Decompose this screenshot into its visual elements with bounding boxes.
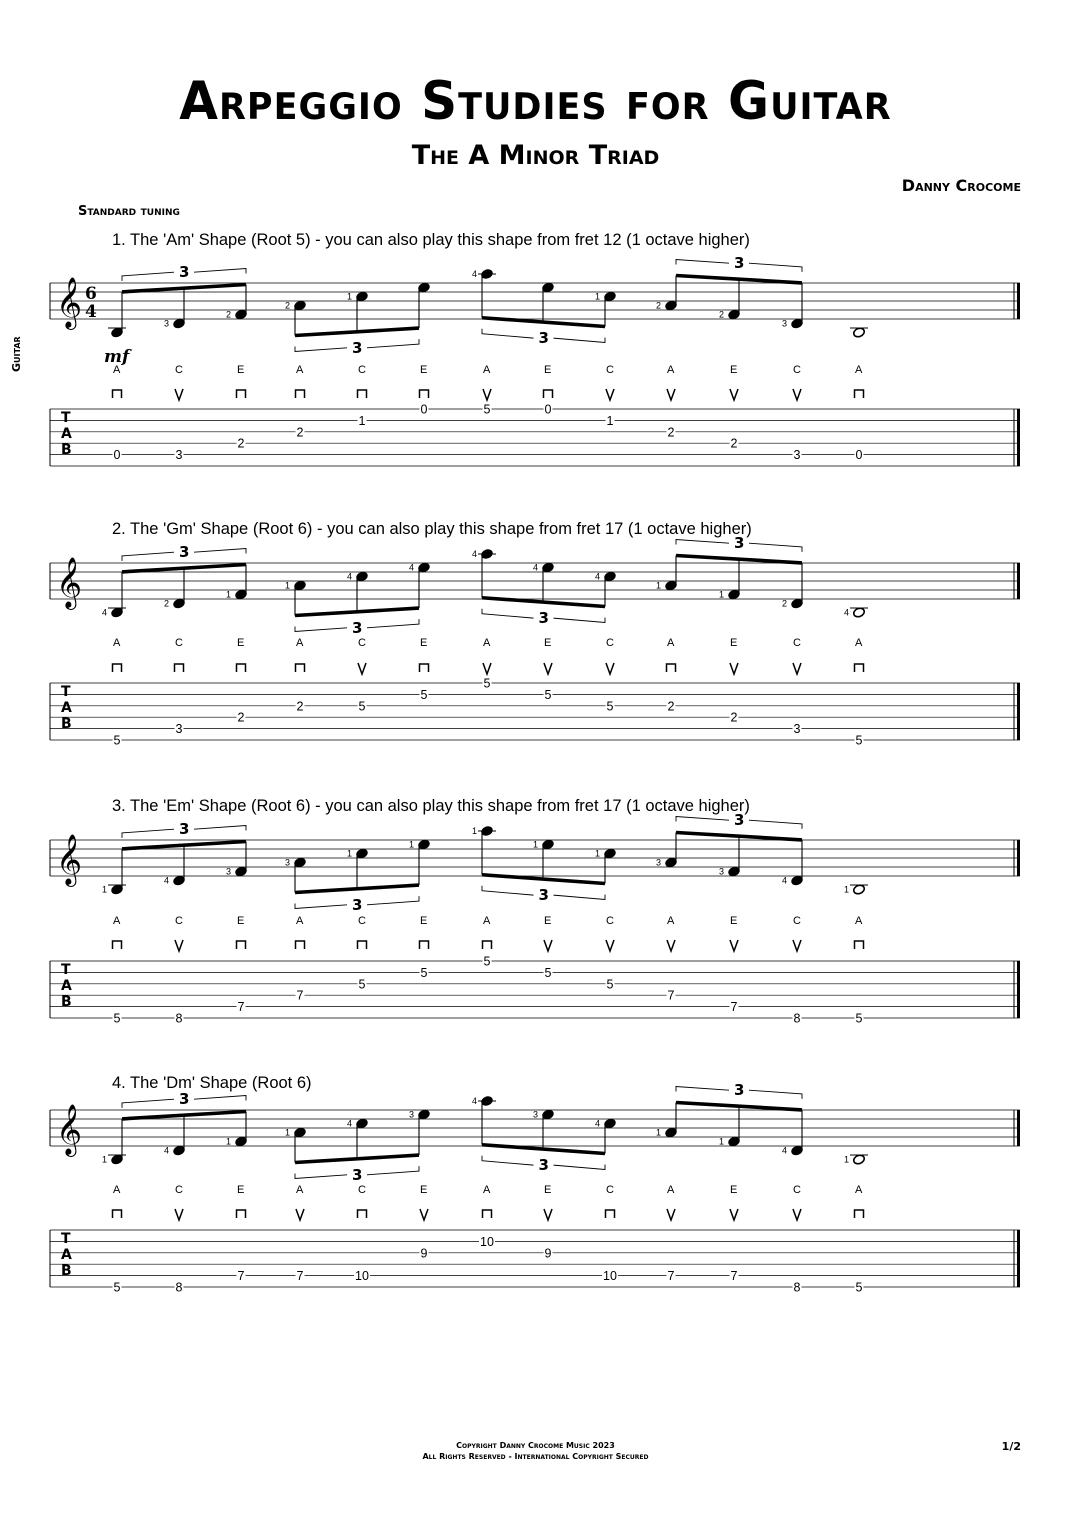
note-name: A (855, 364, 863, 376)
upstroke-icon (175, 1209, 183, 1220)
note-name: E (544, 364, 552, 376)
fingering-number: 1 (595, 291, 601, 302)
note-name: A (113, 915, 121, 927)
tuning-label: Standard tuning (78, 204, 180, 219)
tab-fret-number: 5 (483, 954, 491, 969)
fingering-number: 2 (656, 300, 662, 311)
tab-fret-number: 5 (855, 1011, 863, 1026)
downstroke-icon (358, 390, 367, 398)
upstroke-icon (667, 389, 675, 400)
tab-fret-number: 9 (420, 1246, 428, 1261)
downstroke-icon (296, 664, 305, 672)
system-2 (50, 520, 1020, 748)
note-name: A (296, 915, 304, 927)
downstroke-icon (855, 664, 864, 672)
downstroke-icon (483, 941, 492, 949)
tab-fret-number: 0 (855, 448, 863, 463)
upstroke-icon (730, 1209, 738, 1220)
downstroke-icon (358, 941, 367, 949)
note-name: E (420, 915, 428, 927)
tab-fret-number: 7 (296, 1269, 304, 1284)
fingering-number: 4 (782, 1145, 788, 1156)
fingering-number: 1 (102, 1154, 108, 1165)
downstroke-icon (420, 390, 429, 398)
fingering-number: 1 (533, 839, 539, 850)
fingering-number: 4 (472, 549, 478, 559)
note-name: C (175, 915, 183, 927)
tuplet-number: 3 (179, 543, 190, 562)
fingering-number: 1 (656, 580, 662, 591)
note-name: C (358, 364, 366, 376)
tuplet-number: 3 (179, 820, 190, 839)
downstroke-icon (237, 390, 246, 398)
note-name: C (793, 915, 801, 927)
tab-fret-number: 5 (113, 1011, 121, 1026)
tab-fret-number: 2 (730, 710, 738, 725)
downstroke-icon (358, 1210, 367, 1218)
note-name: E (730, 364, 738, 376)
downstroke-icon (113, 1210, 122, 1218)
fingering-number: 3 (164, 318, 170, 329)
tab-fret-number: 10 (480, 1234, 494, 1249)
tuplet-number: 3 (734, 534, 745, 553)
fingering-number: 1 (347, 848, 353, 859)
tuplet-number: 3 (352, 618, 363, 637)
tab-fret-number: 5 (483, 402, 491, 417)
note-name: E (237, 915, 245, 927)
downstroke-icon (667, 664, 676, 672)
fingering-number: 3 (409, 1109, 415, 1120)
instrument-label: Guitar (10, 336, 23, 372)
system-1 (50, 231, 1020, 466)
fingering-number: 4 (347, 1118, 353, 1129)
note-name: C (175, 364, 183, 376)
upstroke-icon (793, 940, 801, 951)
note-name: E (730, 915, 738, 927)
tab-fret-number: 3 (793, 722, 801, 737)
note-name: A (667, 915, 675, 927)
fingering-number: 4 (595, 1118, 601, 1129)
tab-fret-number: 7 (667, 1269, 675, 1284)
tab-fret-number: 5 (544, 687, 552, 702)
tab-clef-letter: A (61, 700, 72, 716)
upstroke-icon (606, 940, 614, 951)
note-name: A (113, 364, 121, 376)
tab-fret-number: 5 (855, 1280, 863, 1295)
note-name: A (483, 915, 491, 927)
tab-fret-number: 7 (296, 988, 304, 1003)
tab-fret-number: 5 (113, 1280, 121, 1295)
fingering-number: 2 (164, 598, 170, 609)
upstroke-icon (175, 940, 183, 951)
note-name: A (855, 1184, 863, 1196)
system-caption: 4. The 'Dm' Shape (Root 6) (112, 1074, 312, 1092)
downstroke-icon (113, 664, 122, 672)
tab-clef-letter: B (61, 994, 72, 1010)
upstroke-icon (730, 663, 738, 674)
system-caption: 3. The 'Em' Shape (Root 6) - you can also play this shape from fret 17 (1 octave higher) (112, 797, 750, 815)
downstroke-icon (237, 1210, 246, 1218)
fingering-number: 2 (719, 309, 725, 320)
tab-fret-number: 9 (544, 1246, 552, 1261)
tuplet-number: 3 (538, 609, 549, 628)
tab-fret-number: 0 (544, 402, 552, 417)
tab-fret-number: 5 (358, 977, 366, 992)
tab-fret-number: 7 (237, 1269, 245, 1284)
tuplet-number: 3 (179, 1090, 190, 1109)
upstroke-icon (544, 940, 552, 951)
tuplet-number: 3 (352, 338, 363, 357)
tab-fret-number: 2 (237, 710, 245, 725)
tab-fret-number: 1 (358, 413, 366, 428)
tab-clef-letter: B (61, 716, 72, 732)
upstroke-icon (793, 1209, 801, 1220)
tuplet-number: 3 (352, 1165, 363, 1184)
note-name: A (855, 637, 863, 649)
upstroke-icon (606, 389, 614, 400)
tab-clef-letter: A (61, 1247, 72, 1263)
upstroke-icon (358, 663, 366, 674)
note-name: E (420, 1184, 428, 1196)
tab-fret-number: 0 (113, 448, 121, 463)
tab-fret-number: 5 (855, 733, 863, 748)
system-caption: 2. The 'Gm' Shape (Root 6) - you can also play this shape from fret 17 (1 octave higher) (112, 520, 752, 538)
tuplet-number: 3 (179, 263, 190, 282)
tab-fret-number: 0 (420, 402, 428, 417)
upstroke-icon (667, 940, 675, 951)
downstroke-icon (113, 941, 122, 949)
tab-fret-number: 7 (237, 1000, 245, 1015)
downstroke-icon (113, 390, 122, 398)
tab-fret-number: 3 (793, 448, 801, 463)
note-name: A (483, 1184, 491, 1196)
tuplet-number: 3 (538, 1156, 549, 1175)
tab-fret-number: 5 (483, 676, 491, 691)
tab-clef-letter: A (61, 978, 72, 994)
copyright-line-1: Copyright Danny Crocome Music 2023 (456, 1441, 615, 1450)
tab-fret-number: 2 (296, 699, 304, 714)
fingering-number: 4 (472, 1096, 478, 1106)
tab-clef-letter: B (61, 1263, 72, 1279)
fingering-number: 2 (226, 309, 232, 320)
fingering-number: 4 (533, 562, 539, 573)
tab-fret-number: 3 (175, 722, 183, 737)
note-name: E (237, 637, 245, 649)
note-name: E (237, 364, 245, 376)
fingering-number: 1 (102, 884, 108, 895)
treble-clef-icon: 𝄞 (56, 557, 83, 608)
tab-fret-number: 7 (730, 1000, 738, 1015)
note-name: C (358, 1184, 366, 1196)
fingering-number: 1 (844, 1154, 850, 1165)
tab-clef-letter: B (61, 442, 72, 458)
fingering-number: 4 (782, 875, 788, 886)
note-name: A (855, 915, 863, 927)
tuplet-number: 3 (352, 895, 363, 914)
fingering-number: 3 (226, 866, 232, 877)
tuplet-number: 3 (734, 811, 745, 830)
fingering-number: 1 (226, 1136, 232, 1147)
fingering-number: 2 (285, 300, 291, 311)
copyright-notice (0, 1440, 1071, 1462)
tab-fret-number: 5 (358, 699, 366, 714)
tab-fret-number: 5 (420, 687, 428, 702)
note-name: E (730, 637, 738, 649)
tab-fret-number: 7 (667, 988, 675, 1003)
tab-fret-number: 7 (730, 1269, 738, 1284)
treble-clef-icon: 𝄞 (56, 834, 83, 885)
fingering-number: 1 (844, 884, 850, 895)
downstroke-icon (855, 390, 864, 398)
half-note-head (852, 884, 865, 895)
upstroke-icon (296, 1209, 304, 1220)
upstroke-icon (667, 1209, 675, 1220)
treble-clef-icon: 𝄞 (56, 277, 83, 328)
half-note-head (852, 607, 865, 618)
system-caption: 1. The 'Am' Shape (Root 5) - you can also play this shape from fret 12 (1 octave higher) (112, 231, 750, 249)
tab-fret-number: 8 (793, 1280, 801, 1295)
upstroke-icon (483, 663, 491, 674)
time-signature-bottom: 4 (85, 302, 97, 322)
tab-clef-letter: T (61, 410, 71, 426)
fingering-number: 1 (285, 1127, 291, 1138)
fingering-number: 3 (782, 318, 788, 329)
fingering-number: 4 (844, 607, 850, 618)
tab-clef-letter: T (61, 962, 71, 978)
time-signature-top: 6 (85, 284, 97, 304)
note-name: E (420, 364, 428, 376)
composer-name: Danny Crocome (901, 176, 1021, 195)
upstroke-icon (730, 940, 738, 951)
fingering-number: 4 (472, 269, 478, 279)
page-number: 1/2 (1001, 1440, 1021, 1453)
note-name: C (606, 915, 614, 927)
downstroke-icon (606, 1210, 615, 1218)
half-note-head (852, 327, 865, 338)
note-name: E (544, 1184, 552, 1196)
upstroke-icon (606, 663, 614, 674)
upstroke-icon (175, 389, 183, 400)
tab-fret-number: 2 (296, 425, 304, 440)
downstroke-icon (296, 941, 305, 949)
note-name: A (667, 637, 675, 649)
tab-fret-number: 2 (237, 436, 245, 451)
tab-fret-number: 5 (113, 733, 121, 748)
tab-fret-number: 5 (606, 699, 614, 714)
tab-fret-number: 5 (544, 965, 552, 980)
page-title: Arpeggio Studies for Guitar (179, 70, 892, 132)
copyright-line-2: All Rights Reserved - International Copyright Secured (422, 1452, 649, 1461)
upstroke-icon (793, 389, 801, 400)
fingering-number: 4 (164, 875, 170, 886)
downstroke-icon (175, 664, 184, 672)
tab-clef-letter: T (61, 1231, 71, 1247)
system-4 (50, 1074, 1020, 1295)
tab-fret-number: 8 (175, 1280, 183, 1295)
note-name: E (237, 1184, 245, 1196)
note-name: C (793, 364, 801, 376)
note-name: A (483, 637, 491, 649)
fingering-number: 2 (782, 598, 788, 609)
note-name: A (113, 637, 121, 649)
treble-clef-icon: 𝄞 (56, 1104, 83, 1155)
tab-fret-number: 10 (355, 1269, 369, 1284)
upstroke-icon (544, 1209, 552, 1220)
note-name: C (175, 637, 183, 649)
fingering-number: 1 (347, 291, 353, 302)
note-name: A (667, 364, 675, 376)
fingering-number: 3 (285, 857, 291, 868)
system-3 (50, 797, 1020, 1026)
fingering-number: 1 (719, 589, 725, 600)
tab-clef-letter: T (61, 684, 71, 700)
note-name: A (296, 1184, 304, 1196)
upstroke-icon (420, 1209, 428, 1220)
fingering-number: 1 (285, 580, 291, 591)
downstroke-icon (420, 941, 429, 949)
note-name: C (175, 1184, 183, 1196)
note-name: C (606, 1184, 614, 1196)
fingering-number: 4 (164, 1145, 170, 1156)
upstroke-icon (544, 663, 552, 674)
page-subtitle: The A Minor Triad (411, 140, 660, 171)
tab-fret-number: 3 (175, 448, 183, 463)
fingering-number: 1 (472, 826, 478, 836)
note-name: C (793, 1184, 801, 1196)
note-name: C (606, 637, 614, 649)
upstroke-icon (730, 389, 738, 400)
tab-fret-number: 2 (667, 425, 675, 440)
fingering-number: 4 (409, 562, 415, 573)
tab-clef-letter: A (61, 426, 72, 442)
tab-fret-number: 5 (420, 965, 428, 980)
tab-fret-number: 8 (793, 1011, 801, 1026)
fingering-number: 4 (102, 607, 108, 618)
downstroke-icon (237, 664, 246, 672)
fingering-number: 1 (595, 848, 601, 859)
upstroke-icon (793, 663, 801, 674)
note-name: A (296, 364, 304, 376)
fingering-number: 3 (656, 857, 662, 868)
tab-fret-number: 8 (175, 1011, 183, 1026)
fingering-number: 1 (226, 589, 232, 600)
note-name: E (420, 637, 428, 649)
tab-fret-number: 5 (606, 977, 614, 992)
half-note-head (852, 1154, 865, 1165)
note-name: C (793, 637, 801, 649)
tab-fret-number: 2 (730, 436, 738, 451)
note-name: E (730, 1184, 738, 1196)
note-name: E (544, 637, 552, 649)
tab-fret-number: 2 (667, 699, 675, 714)
downstroke-icon (855, 941, 864, 949)
downstroke-icon (544, 390, 553, 398)
tuplet-number: 3 (734, 254, 745, 273)
downstroke-icon (483, 1210, 492, 1218)
downstroke-icon (420, 664, 429, 672)
note-name: C (358, 637, 366, 649)
dynamic-marking: mf (104, 347, 130, 367)
tab-fret-number: 1 (606, 413, 614, 428)
fingering-number: 3 (533, 1109, 539, 1120)
note-name: E (544, 915, 552, 927)
note-name: A (113, 1184, 121, 1196)
tuplet-number: 3 (538, 329, 549, 348)
note-name: C (358, 915, 366, 927)
downstroke-icon (855, 1210, 864, 1218)
downstroke-icon (296, 390, 305, 398)
fingering-number: 1 (719, 1136, 725, 1147)
upstroke-icon (483, 389, 491, 400)
fingering-number: 3 (719, 866, 725, 877)
note-name: A (296, 637, 304, 649)
fingering-number: 1 (656, 1127, 662, 1138)
note-name: C (606, 364, 614, 376)
fingering-number: 1 (409, 839, 415, 850)
note-name: A (483, 364, 491, 376)
note-name: A (667, 1184, 675, 1196)
fingering-number: 4 (595, 571, 601, 582)
tab-fret-number: 10 (603, 1269, 617, 1284)
downstroke-icon (237, 941, 246, 949)
tuplet-number: 3 (734, 1081, 745, 1100)
fingering-number: 4 (347, 571, 353, 582)
tuplet-number: 3 (538, 886, 549, 905)
